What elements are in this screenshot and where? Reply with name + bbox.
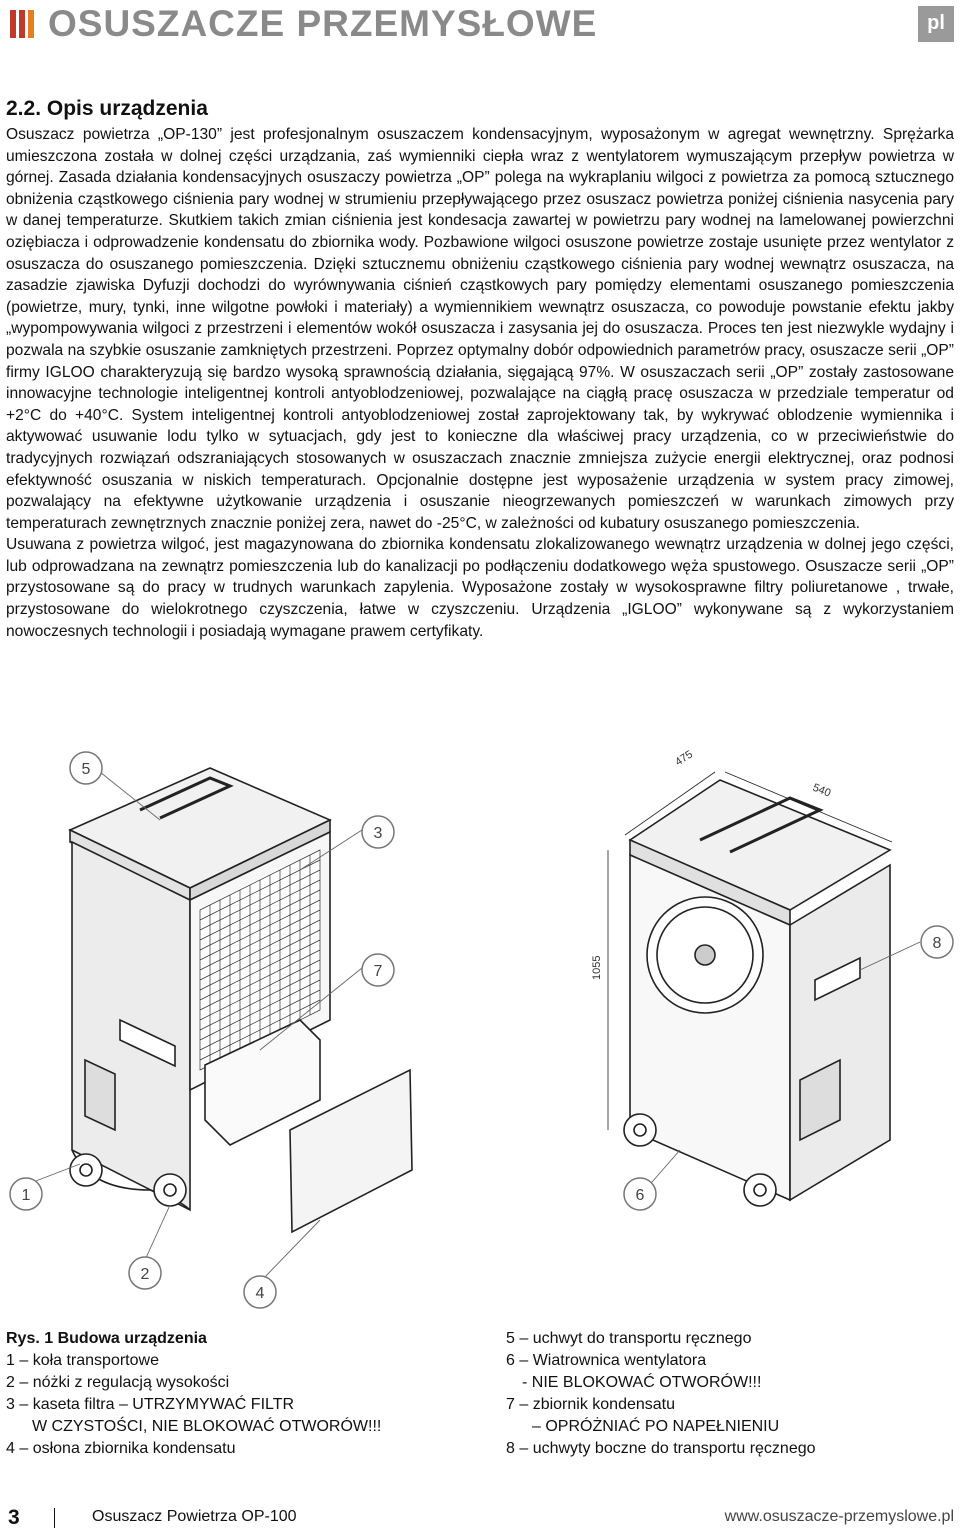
logo-icon	[8, 8, 42, 40]
caption-item-6: 6 – Wiatrownica wentylatora	[506, 1352, 707, 1369]
caption-left	[6, 1328, 486, 1460]
footer-website-link[interactable]: www.osuszacze-przemyslowe.pl	[724, 1508, 954, 1525]
dimension-height: 1055	[591, 955, 603, 980]
device-figures	[0, 720, 960, 1320]
page-number: 3	[8, 1506, 20, 1529]
callout-6-label: 6	[635, 1187, 645, 1204]
caption-item-5: 5 – uchwyt do transportu ręcznego	[506, 1330, 752, 1347]
caption-title: Rys. 1 Budowa urządzenia	[6, 1330, 207, 1347]
caption-item-8: 8 – uchwyty boczne do transportu ręcznego	[506, 1440, 816, 1457]
device-rear-view	[608, 772, 892, 1206]
footer-divider	[54, 1508, 55, 1528]
callout-5-label: 5	[81, 761, 91, 778]
caption-item-3: 3 – kaseta filtra – UTRZYMYWAĆ FILTR	[6, 1396, 295, 1413]
caption-item-2: 2 – nóżki z regulacją wysokości	[6, 1374, 230, 1391]
callout-4-label: 4	[255, 1285, 265, 1302]
paragraph-2: Usuwana z powietrza wilgoć, jest magazynowana do zbiornika kondensatu zlokalizowanego wewnątrz urządzenia w dolnej jego części, lub odprowadzana na zewnątrz pomieszczenia lub do kanalizacji po podłączeniu dodatkowego węża spustowego. Osuszacze serii „OP” przystosowane są do pracy w trudnych warunkach zapylenia. Wyposażone zostały w wysokosprawne filtry poliuretanowe , trwałe, przystosowane do wielokrotnego czyszczenia, łatwe w czyszczeniu. Urządzenia „IGLOO” wykonywane są z wykorzystaniem nowoczesnych technologii i posiadają wymagane prawem certyfikaty.	[6, 536, 954, 640]
callout-7-label: 7	[373, 963, 383, 980]
paragraph-1: Osuszacz powietrza „OP-130” jest profesjonalnym osuszaczem kondensacyjnym, wyposażonym w agregat wewnętrzny. Sprężarka umieszczona została w dolnej części urządzania, zaś wymienniki ciepła wraz z wentylatorem wymuszającym przepływ powietrza w górnej. Zasada działania kondensacyjnych osuszaczy powietrza „OP” polega na wykraplaniu wilgoci z powietrza za pomocą sztucznego obniżenia cząstkowego ciśnienia pary wodnej w strumieniu przepływającego przez osuszacz powietrza poniżej ciśnienia nasycenia pary w danej temperaturze. Skutkiem takich zmian ciśnienia jest kondesacja zawartej w powietrzu pary wodnej na lamelowanej powierzchni oziębiacza i odprowadzenie kondensatu do zbiornika wody. Pozbawione wilgoci osuszone powietrze zostaje usunięte przez wentylator z osuszacza do osuszanego pomieszczenia. Dzięki sztucznemu obniżeniu cząstkowego ciśnienia pary wodnej wewnątrz osuszacza, na zasadzie zjawiska Dyfuzji dochodzi do wyrównywania ciśnień cząstkowych pary pomiędzy elementami osuszanego pomieszczenia (powietrze, mury, tynki, inne wilgotne powłoki i materiały) a wymiennikiem wewnątrz osuszacza, co powoduje powstanie efektu jakby „wypompowywania wilgoci z przestrzeni i elementów wokół osuszacza i zasysania jej do osuszacza. Proces ten jest niezwykle wydajny i pozwala na szybkie osuszanie zamkniętych przestrzeni. Poprzez optymalny dobór odpowiednich parametrów pracy, osuszacze serii „OP” firmy IGLOO charakteryzują się bardzo wysoką sprawnością działania, sięgającą 97%. W osuszaczach serii „OP” zostały zastosowane innowacyjne technologie inteligentnej kontroli antyoblodzeniowej, pozwalające na ciągłą pracę osuszacza w przedziale temperatur od +2°C do +40°C. System inteligentnej kontroli antyoblodzeniowej został zaprojektowany tak, by wykrywać oblodzenie wymiennika i aktywować usuwanie lodu tylko w sytuacjach, gdy jest to konieczne dla właściwej pracy urządzenia, co w przeciwieństwie do tradycyjnych rozwiązań odszraniających stosowanych w osuszaczach znacznie zmniejsza zużycie energii elektrycznej, oraz podnosi efektywność osuszania w niskich temperaturach. Opcjonalnie dostępne jest wyposażenie urządzenia w system pracy zimowej, pozwalający na efektywne użytkowanie urządzenia i osuszanie nieogrzewanych pomieszczeń w warunkach zimowych przy temperaturach zewnętrznych znacznie poniżej zera, nawet do -25°C, w zależności od kubatury osuszanego pomieszczenia.	[6, 126, 954, 532]
section-title: 2.2. Opis urządzenia	[6, 97, 208, 120]
callout-8-label: 8	[932, 935, 942, 952]
caption-item-6-continued: - NIE BLOKOWAĆ OTWORÓW!!!	[522, 1374, 762, 1391]
caption-item-4: 4 – osłona zbiornika kondensatu	[6, 1440, 236, 1457]
caption-item-3-continued: W CZYSTOŚCI, NIE BLOKOWAĆ OTWORÓW!!!	[32, 1418, 382, 1435]
caption-item-7-continued: – OPRÓŻNIAĆ PO NAPEŁNIENIU	[532, 1418, 780, 1435]
caption-item-7: 7 – zbiornik kondensatu	[506, 1396, 675, 1413]
language-badge[interactable]: pl	[918, 6, 954, 42]
device-front-view	[70, 768, 412, 1232]
brand-title: OSUSZACZE PRZEMYSŁOWE	[48, 3, 598, 44]
footer-document-title: Osuszacz Powietrza OP-100	[92, 1508, 297, 1525]
device-drawings	[0, 720, 960, 1320]
dimension-depth: 540	[810, 781, 833, 800]
dimension-width: 475	[673, 748, 696, 769]
section-content	[6, 96, 954, 642]
page-header	[0, 0, 960, 52]
callout-2-label: 2	[140, 1266, 150, 1283]
callout-1-label: 1	[21, 1187, 31, 1204]
callout-3-label: 3	[373, 825, 383, 842]
page-footer	[0, 1500, 960, 1532]
caption-right	[506, 1328, 956, 1460]
caption-item-1: 1 – koła transportowe	[6, 1352, 159, 1369]
